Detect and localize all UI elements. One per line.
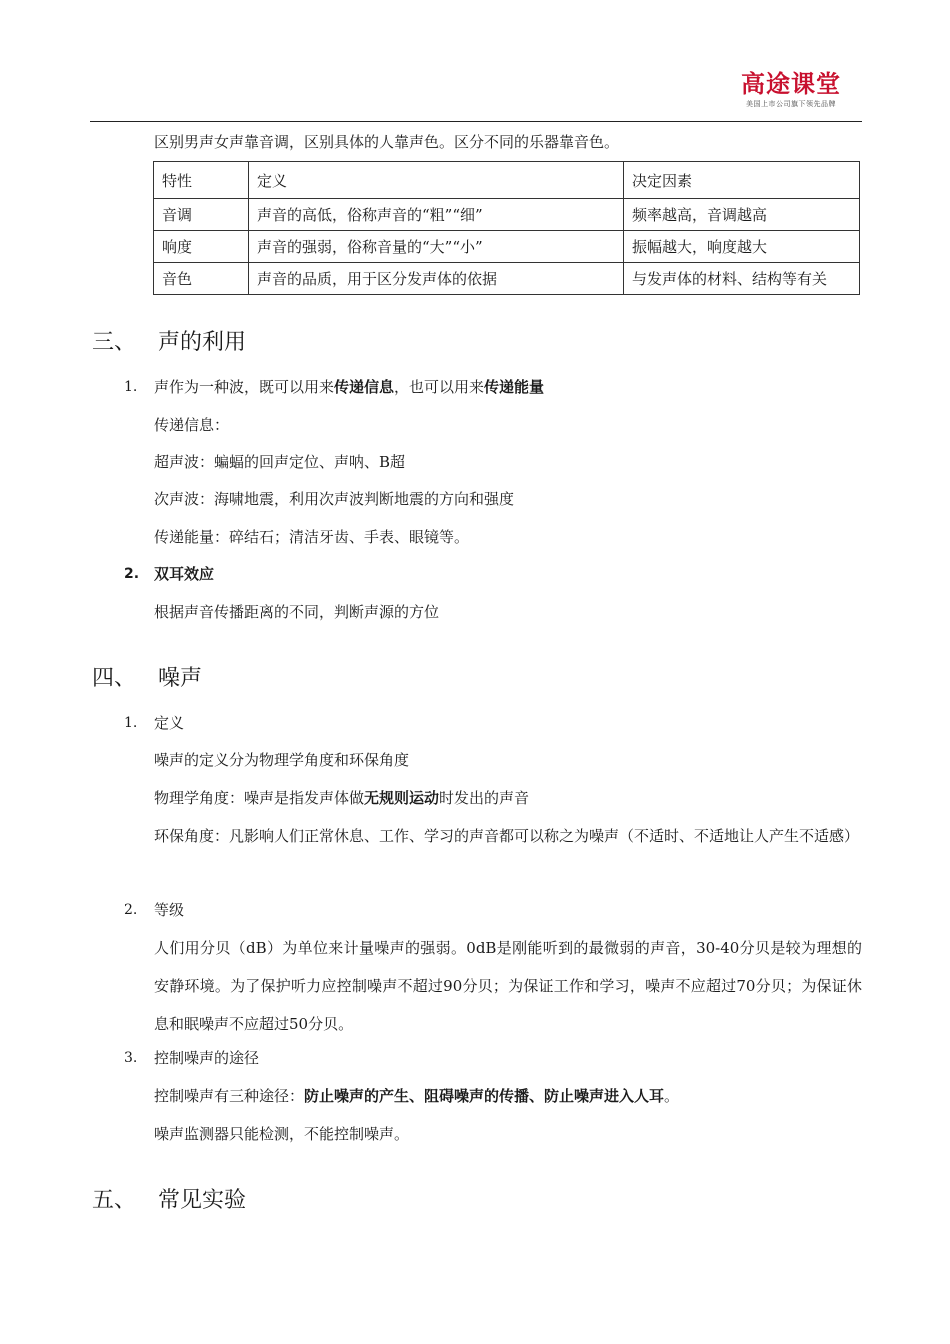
body-line: 次声波：海啸地震，利用次声波判断地震的方向和强度	[154, 490, 515, 508]
text-segment: 时发出的声音	[439, 789, 530, 807]
table-cell: 频率越高，音调越高	[624, 199, 860, 231]
section-number: 五、	[92, 1188, 137, 1213]
section-title: 噪声	[158, 666, 203, 691]
list-item-title: 控制噪声的途径	[154, 1049, 260, 1067]
body-line: 噪声的定义分为物理学角度和环保角度	[154, 751, 410, 769]
list-item-text	[154, 375, 544, 399]
list-number: 1.	[124, 379, 138, 395]
body-line: 超声波：蝙蝠的回声定位、声呐、B超	[154, 453, 406, 471]
bold-term: 防止噪声的产生、阻碍噪声的传播、防止噪声进入人耳	[304, 1087, 665, 1105]
table-cell: 声音的强弱，俗称音量的“大”“小”	[249, 231, 624, 263]
list-number: 2.	[124, 902, 138, 918]
text-segment: 控制噪声有三种途径：	[154, 1087, 305, 1105]
section-number: 三、	[92, 330, 137, 355]
body-line: 根据声音传播距离的不同，判断声源的方位	[154, 603, 440, 621]
list-number: 3.	[124, 1050, 138, 1066]
intro-text: 区别男声女声靠音调，区别具体的人靠声色。区分不同的乐器靠音色。	[154, 133, 620, 151]
logo-text: 高途课堂	[741, 70, 841, 98]
body-line	[154, 786, 529, 810]
table-header-row	[154, 162, 860, 199]
table-row	[154, 263, 860, 295]
table-cell: 响度	[154, 231, 249, 263]
body-line: 噪声监测器只能检测，不能控制噪声。	[154, 1125, 410, 1143]
table-row	[154, 231, 860, 263]
list-item-title: 定义	[154, 714, 185, 732]
section-title: 声的利用	[158, 330, 247, 355]
table-cell: 音色	[154, 263, 249, 295]
table-cell: 音调	[154, 199, 249, 231]
table-cell: 振幅越大，响度越大	[624, 231, 860, 263]
table-header-cell: 决定因素	[624, 162, 860, 199]
body-paragraph: 人们用分贝（dB）为单位来计量噪声的强弱。0dB是刚能听到的最微弱的声音，30-40分贝是较为理想的安静环境。为了保护听力应控制噪声不超过90分贝；为保证工作和学习，噪声不应超过70分贝；为保证休息和眠噪声不应超过50分贝。	[154, 939, 862, 1033]
text-segment: ，也可以用来	[394, 378, 485, 396]
section-heading-5	[92, 1186, 246, 1216]
section-heading-4	[92, 664, 202, 694]
table-header-cell: 定义	[249, 162, 624, 199]
header-divider	[90, 121, 862, 122]
table-cell: 与发声体的材料、结构等有关	[624, 263, 860, 295]
body-paragraph: 环保角度：凡影响人们正常休息、工作、学习的声音都可以称之为噪声（不适时、不适地让人产生不适感）	[154, 827, 860, 845]
list-number: 2.	[124, 566, 140, 582]
body-line	[154, 1084, 679, 1108]
body-line: 传递信息：	[154, 416, 230, 434]
text-segment: 声作为一种波，既可以用来	[154, 378, 335, 396]
brand-logo	[740, 70, 842, 109]
table-cell: 声音的高低，俗称声音的“粗”“细”	[249, 199, 624, 231]
bold-term: 传递能量	[484, 378, 545, 396]
text-segment: 物理学角度：噪声是指发声体做	[154, 789, 365, 807]
bold-term: 无规则运动	[364, 789, 440, 807]
body-line: 传递能量：碎结石；清洁牙齿、手表、眼镜等。	[154, 528, 470, 546]
text-segment: 。	[664, 1087, 680, 1105]
bold-term: 传递信息	[334, 378, 395, 396]
sound-properties-table	[153, 161, 860, 295]
table-header-cell: 特性	[154, 162, 249, 199]
list-number: 1.	[124, 715, 138, 731]
section-title: 常见实验	[158, 1188, 247, 1213]
logo-tagline: 美国上市公司旗下领先品牌	[746, 100, 836, 108]
section-heading-3	[92, 328, 246, 358]
table-row	[154, 199, 860, 231]
list-item-title: 等级	[154, 901, 185, 919]
table-cell: 声音的品质，用于区分发声体的依据	[249, 263, 624, 295]
list-item-title: 双耳效应	[154, 565, 215, 583]
section-number: 四、	[92, 666, 137, 691]
